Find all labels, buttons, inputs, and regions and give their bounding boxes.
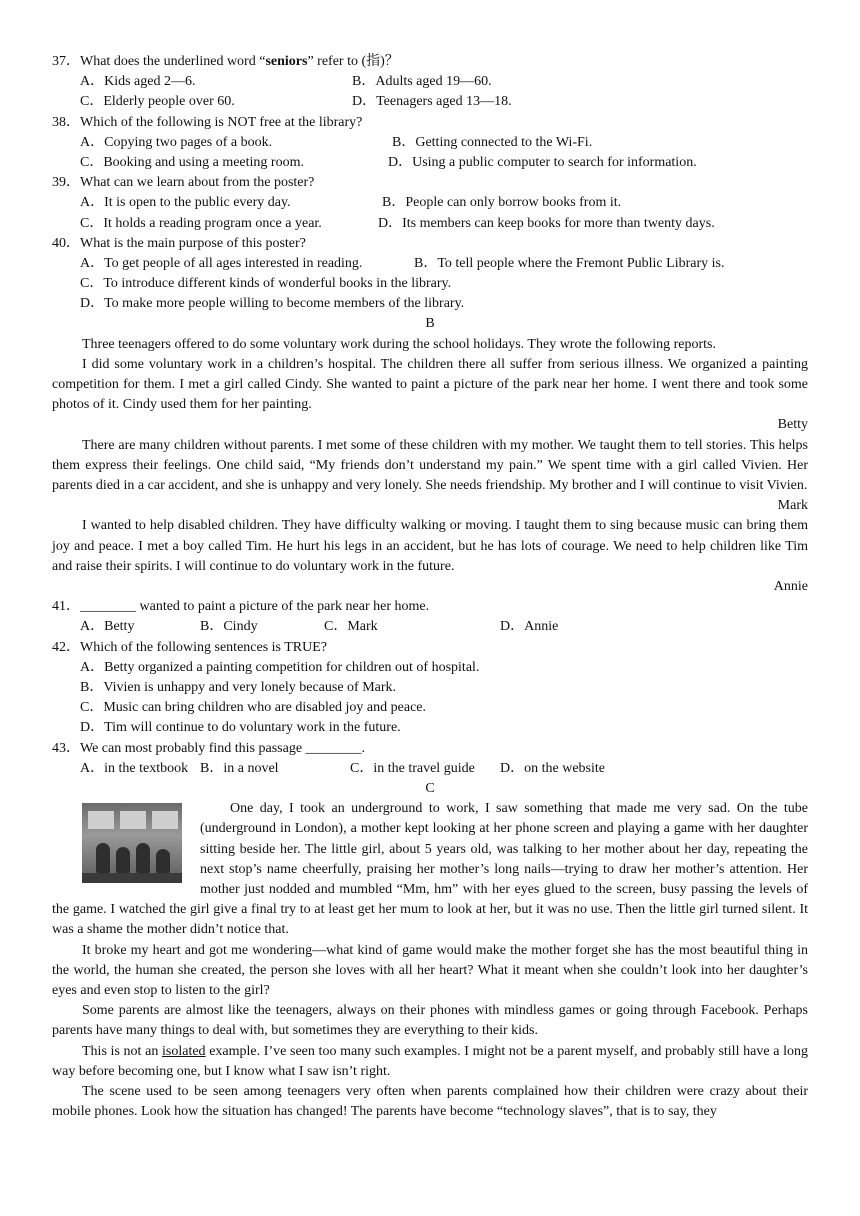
q40-option-b[interactable]: B．To tell people where the Fremont Public Library is. (414, 255, 725, 271)
section-c-paragraph-1: One day, I took an underground to work, I saw something that made me very sad. On the tube (underground in London), a mother kept looking at her phone screen and playing a game with her daughter sitting beside her. The little girl, about 5 years old, was talking to her mother about her day, repeating the next stop’s name cheerfully, praising her mother’s long nails—trying to draw her mother’s attention. Her mother just nodded and mumbled “Mm, hm” with her eyes glued to the screen, busy passing the levels of the game. I watched the girl give a final try to at least get her mum to look at her, but it was no use. Then the little girl turned silent. It was a shame the mother didn’t notice that. (52, 801, 808, 938)
q39-option-d[interactable]: D．Its members can keep books for more than twenty days. (378, 215, 715, 231)
question-41: 41．________ wanted to paint a picture of the park near her home. (52, 599, 430, 615)
section-b-signature-1: Betty (777, 417, 808, 433)
q37-options-row2 (52, 92, 808, 112)
exam-page (52, 52, 808, 1122)
q40-options-row1 (52, 254, 808, 274)
q41-option-c[interactable]: C．Mark (324, 619, 378, 635)
q42-option-d[interactable]: D．Tim will continue to do voluntary work in the future. (80, 720, 401, 736)
section-c-heading: C (425, 780, 435, 796)
q41-option-b[interactable]: B．Cindy (200, 619, 258, 635)
q37-option-c[interactable]: C．Elderly people over 60. (80, 94, 235, 110)
q38-option-c[interactable]: C．Booking and using a meeting room. (80, 154, 304, 170)
section-b-signature-3: Annie (773, 579, 808, 595)
section-c-body (52, 799, 808, 940)
q43-option-d[interactable]: D．on the website (500, 760, 605, 776)
question-38: 38．Which of the following is NOT free at the library? (52, 114, 363, 130)
question-42: 42．Which of the following sentences is TRUE? (52, 639, 328, 655)
q41-options (52, 617, 808, 637)
q42-option-a[interactable]: A．Betty organized a painting competition for children out of hospital. (80, 659, 480, 675)
q41-option-a[interactable]: A．Betty (80, 619, 135, 635)
section-b-intro: Three teenagers offered to do some voluntary work during the school holidays. They wrote the following reports. (82, 336, 716, 352)
q38-option-d[interactable]: D．Using a public computer to search for information. (388, 154, 697, 170)
q40-option-d[interactable]: D．To make more people willing to become members of the library. (80, 296, 465, 312)
q42-option-b[interactable]: B．Vivien is unhappy and very lonely because of Mark. (80, 679, 397, 695)
section-b-signature-2: Mark (777, 498, 808, 514)
q43-option-a[interactable]: A．in the textbook (80, 760, 189, 776)
section-c-paragraph-5: The scene used to be seen among teenagers very often when parents complained how their children were crazy about their mobile phones. Look how the situation has changed! The parents have become “technology slaves”, that is to say, they (52, 1083, 808, 1120)
q38-options-row2 (52, 153, 808, 173)
q39-option-c[interactable]: C．It holds a reading program once a year. (80, 215, 322, 231)
question-43: 43．We can most probably find this passage ________. (52, 740, 366, 756)
underground-photo (82, 803, 182, 883)
q39-option-b[interactable]: B．People can only borrow books from it. (382, 195, 622, 211)
section-c-paragraph-2: It broke my heart and got me wondering—what kind of game would make the mother forget she has the most beautiful thing in the world, the human she created, the person she loves with all her heart? What it meant when she couldn’t look into her daughter’s eyes and even stop to listen to the girl? (52, 942, 808, 998)
q39-options-row2 (52, 214, 808, 234)
section-b-report-3: I wanted to help disabled children. They have difficulty walking or moving. I taught them to sing because music can bring them joy and peace. I met a boy called Tim. He hurt his legs in an accident, but he has lots of courage. We need to help children like Tim and raise their spirits. I will continue to do voluntary work in the future. (52, 518, 808, 574)
q38-option-b[interactable]: B．Getting connected to the Wi-Fi. (392, 134, 593, 150)
q43-options (52, 759, 808, 779)
q39-options-row1 (52, 193, 808, 213)
section-b-report-1: I did some voluntary work in a children’s hospital. The children there all suffer from serious illness. We organized a painting competition for them. I met a girl called Cindy. She wanted to paint a picture of the park near her home. I went there and took some photos of it. Cindy used them for her painting. (52, 356, 808, 413)
q42-option-c[interactable]: C．Music can bring children who are disabled joy and peace. (80, 700, 427, 716)
q39-option-a[interactable]: A．It is open to the public every day. (80, 195, 291, 211)
keyword-seniors: seniors (265, 54, 308, 69)
q37-option-d[interactable]: D．Teenagers aged 13—18. (352, 94, 512, 110)
q37-options-row1 (52, 72, 808, 92)
q41-option-d[interactable]: D．Annie (500, 619, 559, 635)
question-40: 40．What is the main purpose of this poster? (52, 235, 306, 251)
q43-option-b[interactable]: B．in a novel (200, 760, 279, 776)
q37-option-a[interactable]: A．Kids aged 2—6. (80, 74, 196, 90)
q37-option-b[interactable]: B．Adults aged 19—60. (352, 74, 492, 90)
question-39: 39．What can we learn about from the poster? (52, 175, 315, 191)
section-b-heading: B (425, 316, 435, 332)
q38-options-row1 (52, 133, 808, 153)
answer-blank: ________ (80, 599, 136, 615)
question-37: 37．What does the underlined word “seniors” refer to (指)？ (52, 54, 399, 69)
section-b-report-2: There are many children without parents. I met some of these children with my mother. We taught them to tell stories. This helps them express their feelings. One child said, “My friends don’t understand my pain.” We spent time with a girl called Vivien. Her parents died in a car accident, and she is unhappy and very lonely. She needs friendship. My brother and I will continue to visit Vivien. (52, 437, 808, 494)
section-c-paragraph-4: This is not an isolated example. I’ve seen too many such examples. I might not be a parent myself, and probably still have a long way before becoming one, but I know what I saw isn’t right. (52, 1043, 808, 1079)
q40-option-a[interactable]: A．To get people of all ages interested in reading. (80, 255, 363, 271)
underlined-word-isolated: isolated (162, 1043, 206, 1059)
q40-option-c[interactable]: C．To introduce different kinds of wonderful books in the library. (80, 276, 452, 292)
section-c-paragraph-3: Some parents are almost like the teenagers, always on their phones with mindless games or going through Facebook. Perhaps parents have many things to deal with, but sometimes they are everything to their kids. (52, 1003, 808, 1039)
q43-option-c[interactable]: C．in the travel guide (350, 760, 475, 776)
q38-option-a[interactable]: A．Copying two pages of a book. (80, 134, 273, 150)
